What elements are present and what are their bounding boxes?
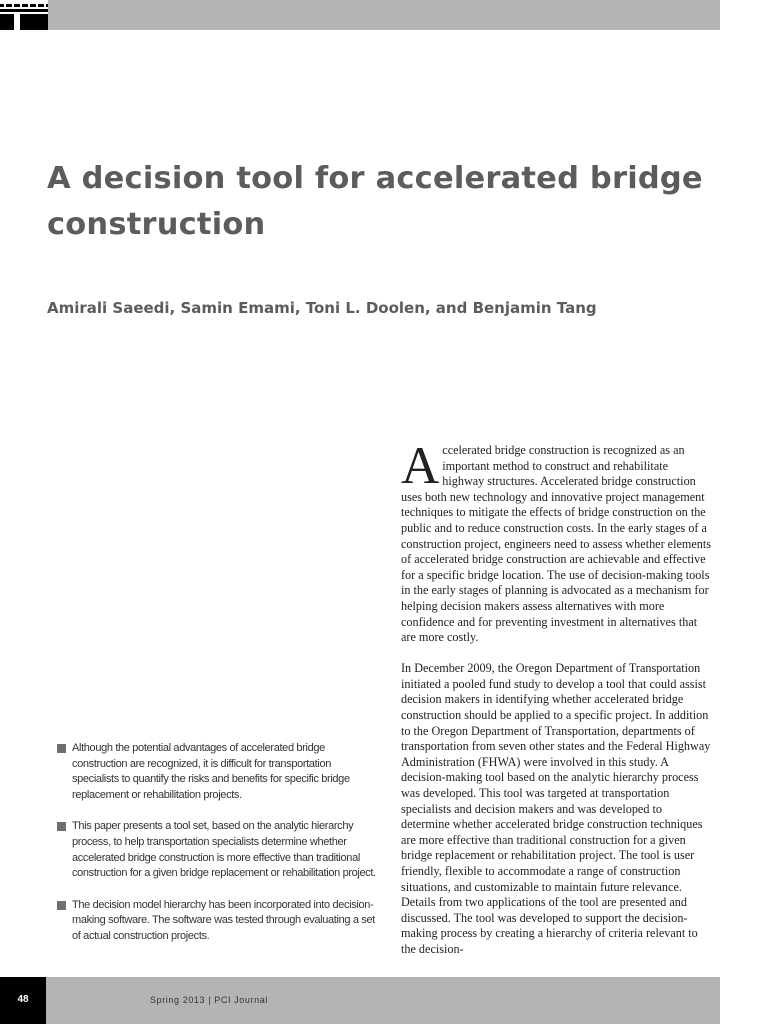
article-title: A decision tool for accelerated bridge construction	[47, 161, 703, 242]
article-authors: Amirali Saeedi, Samin Emami, Toni L. Doolen, and Benjamin Tang	[47, 299, 597, 317]
highlight-item	[57, 819, 377, 881]
journal-footer: Spring 2013 | PCI Journal	[150, 995, 268, 1005]
highlight-text: The decision model hierarchy has been incorporated into decision-making software. The software was tested through evaluating a set of actual construction projects.	[72, 898, 375, 942]
highlight-item	[57, 898, 377, 945]
body-paragraph	[401, 437, 712, 646]
paragraph-text: ccelerated bridge construction is recognized as an important method to construct and rehabilitate highway structures. Accelerated bridge construction uses both new technology and innovative project management techniques to mitigate the effects of bridge construction on the public and to reduce construction costs. In the early stages of a construction project, engineers need to assess whether elements of accelerated bridge construction are achievable and effective for a specific bridge location. The use of decision-making tools in the early stages of planning is advocated as a mechanism for helping decision makers assess alternatives with more confidence and for preventing investment in alternatives that are more costly.	[401, 443, 712, 645]
highlight-text: This paper presents a tool set, based on the analytic hierarchy process, to help transportation specialists determine whether accelerated bridge construction is more effective than traditional construction for a given bridge replacement or rehabilitation project.	[72, 820, 376, 880]
square-bullet-icon	[57, 744, 66, 753]
highlight-item	[57, 741, 377, 803]
body-paragraph: In December 2009, the Oregon Department of Transportation initiated a pooled fund study to develop a tool that could assist decision makers in identifying whether accelerated bridge construction should be applied to a specific project. In addition to the Oregon Department of Transportation, departments of transportation from seven other states and the Federal Highway Administration (FHWA) were involved in this study. A decision-making tool based on the analytic hierarchy process was developed. This tool was targeted at transportation specialists and decision makers and was developed to determine whether accelerated bridge construction techniques are more effective than traditional construction for a given bridge replacement or rehabilitation project. The tool is user friendly, flexible to accommodate a range of construction situations, and customizable to maintain future relevance. Details from two applications of the tool are presented and discussed. The tool was developed to support the decision-making process by creating a hierarchy of criteria relevant to the decision-	[401, 661, 711, 956]
square-bullet-icon	[57, 901, 66, 910]
page-number: 48	[17, 994, 29, 1005]
square-bullet-icon	[57, 822, 66, 831]
body-text-column	[401, 437, 712, 973]
footer-band	[0, 977, 720, 1024]
highlights-list	[57, 741, 377, 961]
header-band	[0, 0, 720, 30]
highlight-text: Although the potential advantages of accelerated bridge construction are recognized, it is difficult for transportation specialists to quantify the risks and benefits for specific bridge replacement or rehabilitation projects.	[72, 742, 350, 801]
pci-logo-icon	[0, 0, 48, 30]
page-number-box	[0, 977, 46, 1024]
drop-cap: A	[401, 437, 440, 495]
